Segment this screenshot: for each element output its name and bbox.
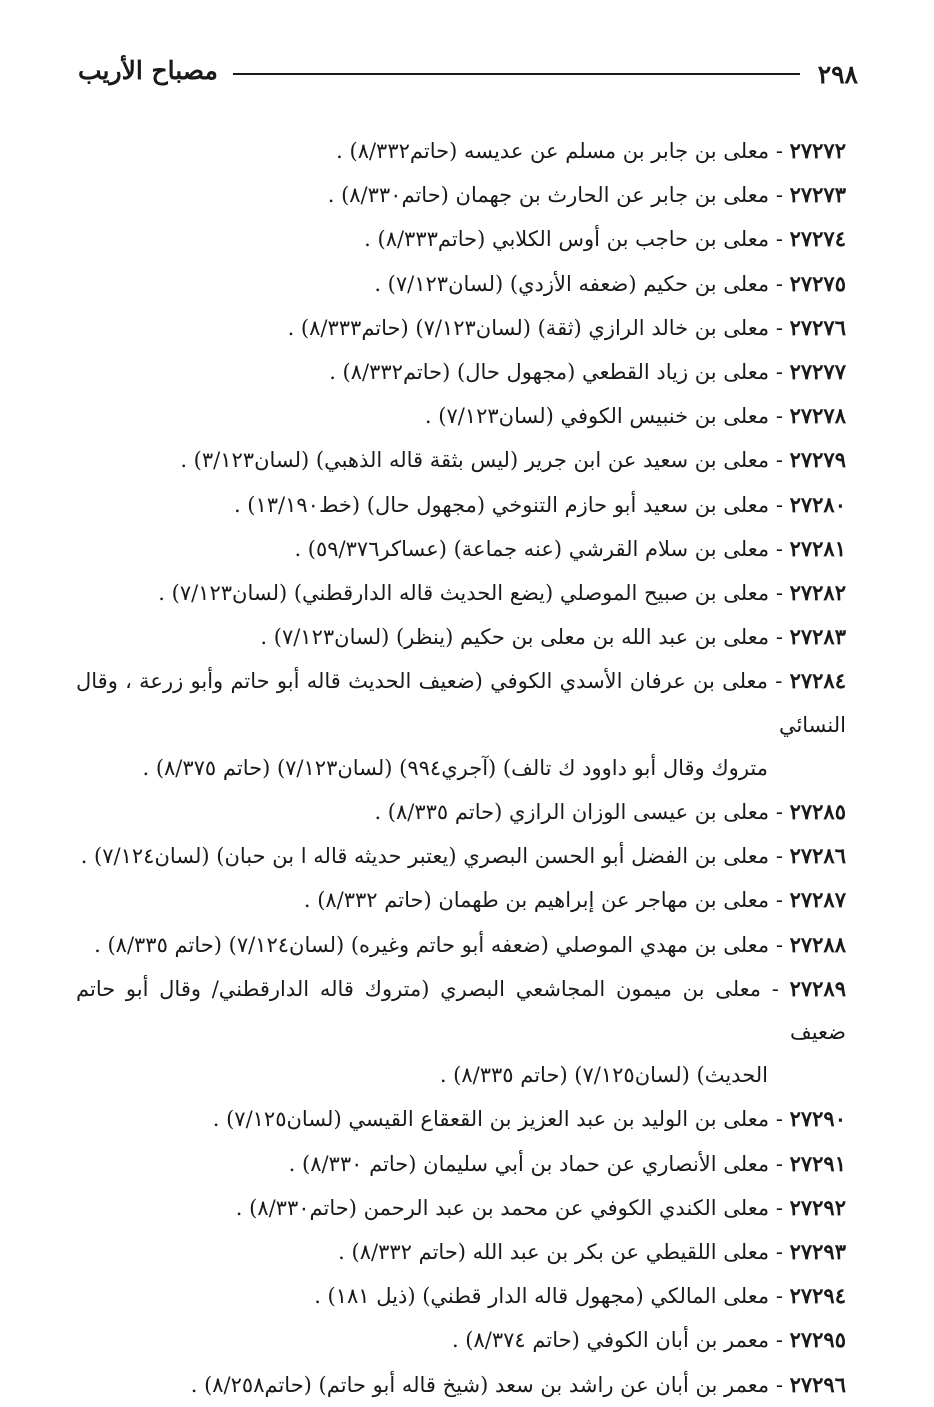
entry: ٢٧٢٨٣ - معلى بن عبد الله بن معلى بن حكيم (ينظر) (لسان٧/١٢٣) . bbox=[260, 624, 846, 650]
entry: ٢٧٢٨٦ - معلى بن الفضل أبو الحسن البصري (يعتبر حديثه قاله ا بن حبان) (لسان٧/١٢٤) . bbox=[80, 843, 846, 869]
entry-number: ٢٧٢٩١ bbox=[789, 1150, 846, 1176]
entry-text: معلى بن عرفان الأسدي الكوفي (ضعيف الحديث قاله أبو حاتم وأبو زرعة ، وقال النسائي bbox=[76, 669, 846, 737]
entry: ٢٧٢٨٥ - معلى بن عيسى الوزان الرازي (حاتم ٨/٣٣٥) . bbox=[374, 799, 846, 825]
entry-number: ٢٧٢٩٥ bbox=[789, 1327, 846, 1353]
entry-text: معمر بن أبان عن راشد بن سعد (شيخ قاله أبو حاتم) (حاتم٨/٢٥٨) . bbox=[190, 1372, 770, 1397]
header-rule bbox=[233, 73, 800, 75]
entry-text: معمر بن أبان الكوفي (حاتم ٨/٣٧٤) . bbox=[451, 1328, 770, 1353]
entry-number: ٢٧٢٨٤ bbox=[789, 668, 846, 694]
entry: ٢٧٢٨٨ - معلى بن مهدي الموصلي (ضعفه أبو حاتم وغيره) (لسان٧/١٢٤) (حاتم ٨/٣٣٥) . bbox=[94, 931, 846, 957]
entry-number: ٢٧٢٧٤ bbox=[789, 226, 846, 252]
page-header bbox=[78, 52, 858, 96]
entry: ٢٧٢٧٦ - معلى بن خالد الرازي (ثقة) (لسان٧/١٢٣) (حاتم٨/٣٣٣) . bbox=[287, 314, 846, 340]
entry-text: معلى الكندي الكوفي عن محمد بن عبد الرحمن (حاتم٨/٣٣٠) . bbox=[235, 1195, 770, 1220]
entry: ٢٧٢٩٤ - معلى المالكي (مجهول قاله الدار قطني) (ذيل ١٨١) . bbox=[314, 1283, 846, 1309]
entry-text: معلى بن سعيد أبو حازم التنوخي (مجهول حال) (خط١٣/١٩٠) . bbox=[233, 492, 770, 517]
entry-list bbox=[76, 129, 846, 1407]
entry: ٢٧٢٧٥ - معلى بن حكيم (ضعفه الأزدي) (لسان٧/١٢٣) . bbox=[374, 270, 846, 296]
entry: ٢٧٢٧٤ - معلى بن حاجب بن أوس الكلابي (حاتم٨/٣٣٣) . bbox=[364, 226, 846, 252]
entry: ٢٧٢٨١ - معلى بن سلام القرشي (عنه جماعة) (عساكر٥٩/٣٧٦) . bbox=[294, 535, 846, 561]
entry: ٢٧٢٨٢ - معلى بن صبيح الموصلي (يضع الحديث قاله الدارقطني) (لسان٧/١٢٣) . bbox=[158, 580, 846, 606]
entry: ٢٧٢٨٠ - معلى بن سعيد أبو حازم التنوخي (مجهول حال) (خط١٣/١٩٠) . bbox=[233, 491, 846, 517]
entry-number: ٢٧٢٨٠ bbox=[789, 491, 846, 517]
entry: ٢٧٢٧٢ - معلى بن جابر بن مسلم عن عديسه (حاتم٨/٣٣٢) . bbox=[336, 138, 846, 163]
entry: ٢٧٢٩٥ - معمر بن أبان الكوفي (حاتم ٨/٣٧٤) . bbox=[451, 1327, 846, 1353]
entry-text: معلى بن الوليد بن عبد العزيز بن القعقاع القيسي (لسان٧/١٢٥) . bbox=[212, 1107, 770, 1132]
entry-number: ٢٧٢٨٢ bbox=[789, 580, 846, 606]
entry-number: ٢٧٢٧٥ bbox=[789, 270, 846, 296]
entry-text-continuation: متروك وقال أبو داوود ك تالف) (آجري٩٩٤) (لسان٧/١٢٣) (حاتم ٨/٣٧٥) . bbox=[142, 755, 768, 780]
entry-number: ٢٧٢٧٩ bbox=[789, 447, 846, 473]
entry-text: معلى بن مهدي الموصلي (ضعفه أبو حاتم وغيره) (لسان٧/١٢٤) (حاتم ٨/٣٣٥) . bbox=[94, 932, 770, 957]
entry-number: ٢٧٢٨٩ bbox=[789, 975, 846, 1001]
entry-text: معلى بن خالد الرازي (ثقة) (لسان٧/١٢٣) (حاتم٨/٣٣٣) . bbox=[287, 315, 770, 340]
entry-text: معلى بن ميمون المجاشعي البصري (متروك قاله الدارقطني/ وقال أبو حاتم ضعيف bbox=[76, 976, 846, 1045]
entry: ٢٧٢٨٧ - معلى بن مهاجر عن إبراهيم بن طهمان (حاتم ٨/٣٣٢) . bbox=[303, 887, 846, 913]
entry-text: معلى بن سلام القرشي (عنه جماعة) (عساكر٥٩/٣٧٦) . bbox=[294, 536, 770, 561]
entry-text: معلى بن حاجب بن أوس الكلابي (حاتم٨/٣٣٣) . bbox=[364, 227, 770, 252]
entry: ٢٧٢٨٩ - معلى بن ميمون المجاشعي البصري (متروك قاله الدارقطني/ وقال أبو حاتم ضعيف الحديث) (لسان٧/١٢٥) (حاتم ٨/٣٣٥) . bbox=[76, 967, 846, 1098]
entry: ٢٧٢٧٩ - معلى بن سعيد عن ابن جرير (ليس بثقة قاله الذهبي) (لسان٣/١٢٣) . bbox=[180, 447, 846, 473]
entry-number: ٢٧٢٨٧ bbox=[789, 887, 846, 913]
entry-number: ٢٧٢٨٥ bbox=[789, 799, 846, 825]
page-number: ٢٩٨ bbox=[817, 60, 858, 89]
entry-text: معلى اللقيطي عن بكر بن عبد الله (حاتم ٨/٣٣٢) . bbox=[338, 1240, 770, 1265]
entry-number: ٢٧٢٧٣ bbox=[789, 182, 846, 208]
entry-text: معلى بن حكيم (ضعفه الأزدي) (لسان٧/١٢٣) . bbox=[374, 271, 770, 296]
entry-text-continuation: الحديث) (لسان٧/١٢٥) (حاتم ٨/٣٣٥) . bbox=[439, 1063, 768, 1088]
entry: ٢٧٢٧٣ - معلى بن جابر عن الحارث بن جهمان (حاتم٨/٣٣٠) . bbox=[327, 182, 846, 208]
entry-number: ٢٧٢٧٦ bbox=[789, 314, 846, 340]
entry-number: ٢٧٢٩٤ bbox=[789, 1283, 846, 1309]
entry-number: ٢٧٢٧٨ bbox=[789, 403, 846, 429]
entry-number: ٢٧٢٩٣ bbox=[789, 1239, 846, 1265]
entry-text: معلى بن صبيح الموصلي (يضع الحديث قاله الدارقطني) (لسان٧/١٢٣) . bbox=[158, 581, 770, 606]
entry-number: ٢٧٢٨٨ bbox=[789, 931, 846, 957]
entry-text: معلى بن عبد الله بن معلى بن حكيم (ينظر) (لسان٧/١٢٣) . bbox=[260, 625, 770, 650]
entry-number: ٢٧٢٨٣ bbox=[789, 624, 846, 650]
entry: ٢٧٢٩٦ - معمر بن أبان عن راشد بن سعد (شيخ قاله أبو حاتم) (حاتم٨/٢٥٨) . bbox=[190, 1371, 846, 1397]
entry-text: معلى الأنصاري عن حماد بن أبي سليمان (حاتم ٨/٣٣٠) . bbox=[288, 1151, 770, 1176]
entry-number: ٢٧٢٩٢ bbox=[789, 1194, 846, 1220]
entry-text: معلى بن جابر بن مسلم عن عديسه (حاتم٨/٣٣٢) . bbox=[336, 139, 770, 163]
entry-number: ٢٧٢٨١ bbox=[789, 535, 846, 561]
entry-number: ٢٧٢٧٢ bbox=[789, 138, 846, 163]
entry-text: معلى المالكي (مجهول قاله الدار قطني) (ذيل ١٨١) . bbox=[314, 1284, 770, 1309]
entry: ٢٧٢٩٢ - معلى الكندي الكوفي عن محمد بن عبد الرحمن (حاتم٨/٣٣٠) . bbox=[235, 1194, 846, 1220]
entry-number: ٢٧٢٩٦ bbox=[789, 1371, 846, 1397]
entry-text: معلى بن سعيد عن ابن جرير (ليس بثقة قاله الذهبي) (لسان٣/١٢٣) . bbox=[180, 448, 770, 473]
entry: ٢٧٢٧٨ - معلى بن خنبيس الكوفي (لسان٧/١٢٣) . bbox=[424, 403, 846, 429]
entry: ٢٧٢٧٧ - معلى بن زياد القطعي (مجهول حال) (حاتم٨/٣٣٢) . bbox=[329, 359, 846, 385]
entry-number: ٢٧٢٧٧ bbox=[789, 359, 846, 385]
book-title: مصباح الأريب bbox=[78, 56, 218, 85]
entry-number: ٢٧٢٩٠ bbox=[789, 1106, 846, 1132]
entry: ٢٧٢٩١ - معلى الأنصاري عن حماد بن أبي سليمان (حاتم ٨/٣٣٠) . bbox=[288, 1150, 846, 1176]
entry-text: معلى بن زياد القطعي (مجهول حال) (حاتم٨/٣٣٢) . bbox=[329, 360, 770, 385]
entry: ٢٧٢٨٤ - معلى بن عرفان الأسدي الكوفي (ضعيف الحديث قاله أبو حاتم وأبو زرعة ، وقال النسائي متروك وقال أبو داوود ك تالف) (آجري٩٩٤) (لسان٧/١٢٣) (حاتم ٨/٣٧٥) . bbox=[76, 659, 846, 790]
entry-text: معلى بن خنبيس الكوفي (لسان٧/١٢٣) . bbox=[424, 404, 770, 429]
entry-text: معلى بن عيسى الوزان الرازي (حاتم ٨/٣٣٥) . bbox=[374, 800, 770, 825]
entry-text: معلى بن جابر عن الحارث بن جهمان (حاتم٨/٣٣٠) . bbox=[327, 183, 770, 208]
entry-text: معلى بن الفضل أبو الحسن البصري (يعتبر حديثه قاله ا بن حبان) (لسان٧/١٢٤) . bbox=[80, 844, 770, 869]
entry: ٢٧٢٩٣ - معلى اللقيطي عن بكر بن عبد الله (حاتم ٨/٣٣٢) . bbox=[338, 1239, 846, 1265]
entry: ٢٧٢٩٠ - معلى بن الوليد بن عبد العزيز بن القعقاع القيسي (لسان٧/١٢٥) . bbox=[212, 1106, 846, 1132]
entry-number: ٢٧٢٨٦ bbox=[789, 843, 846, 869]
entry-text: معلى بن مهاجر عن إبراهيم بن طهمان (حاتم ٨/٣٣٢) . bbox=[303, 888, 770, 913]
